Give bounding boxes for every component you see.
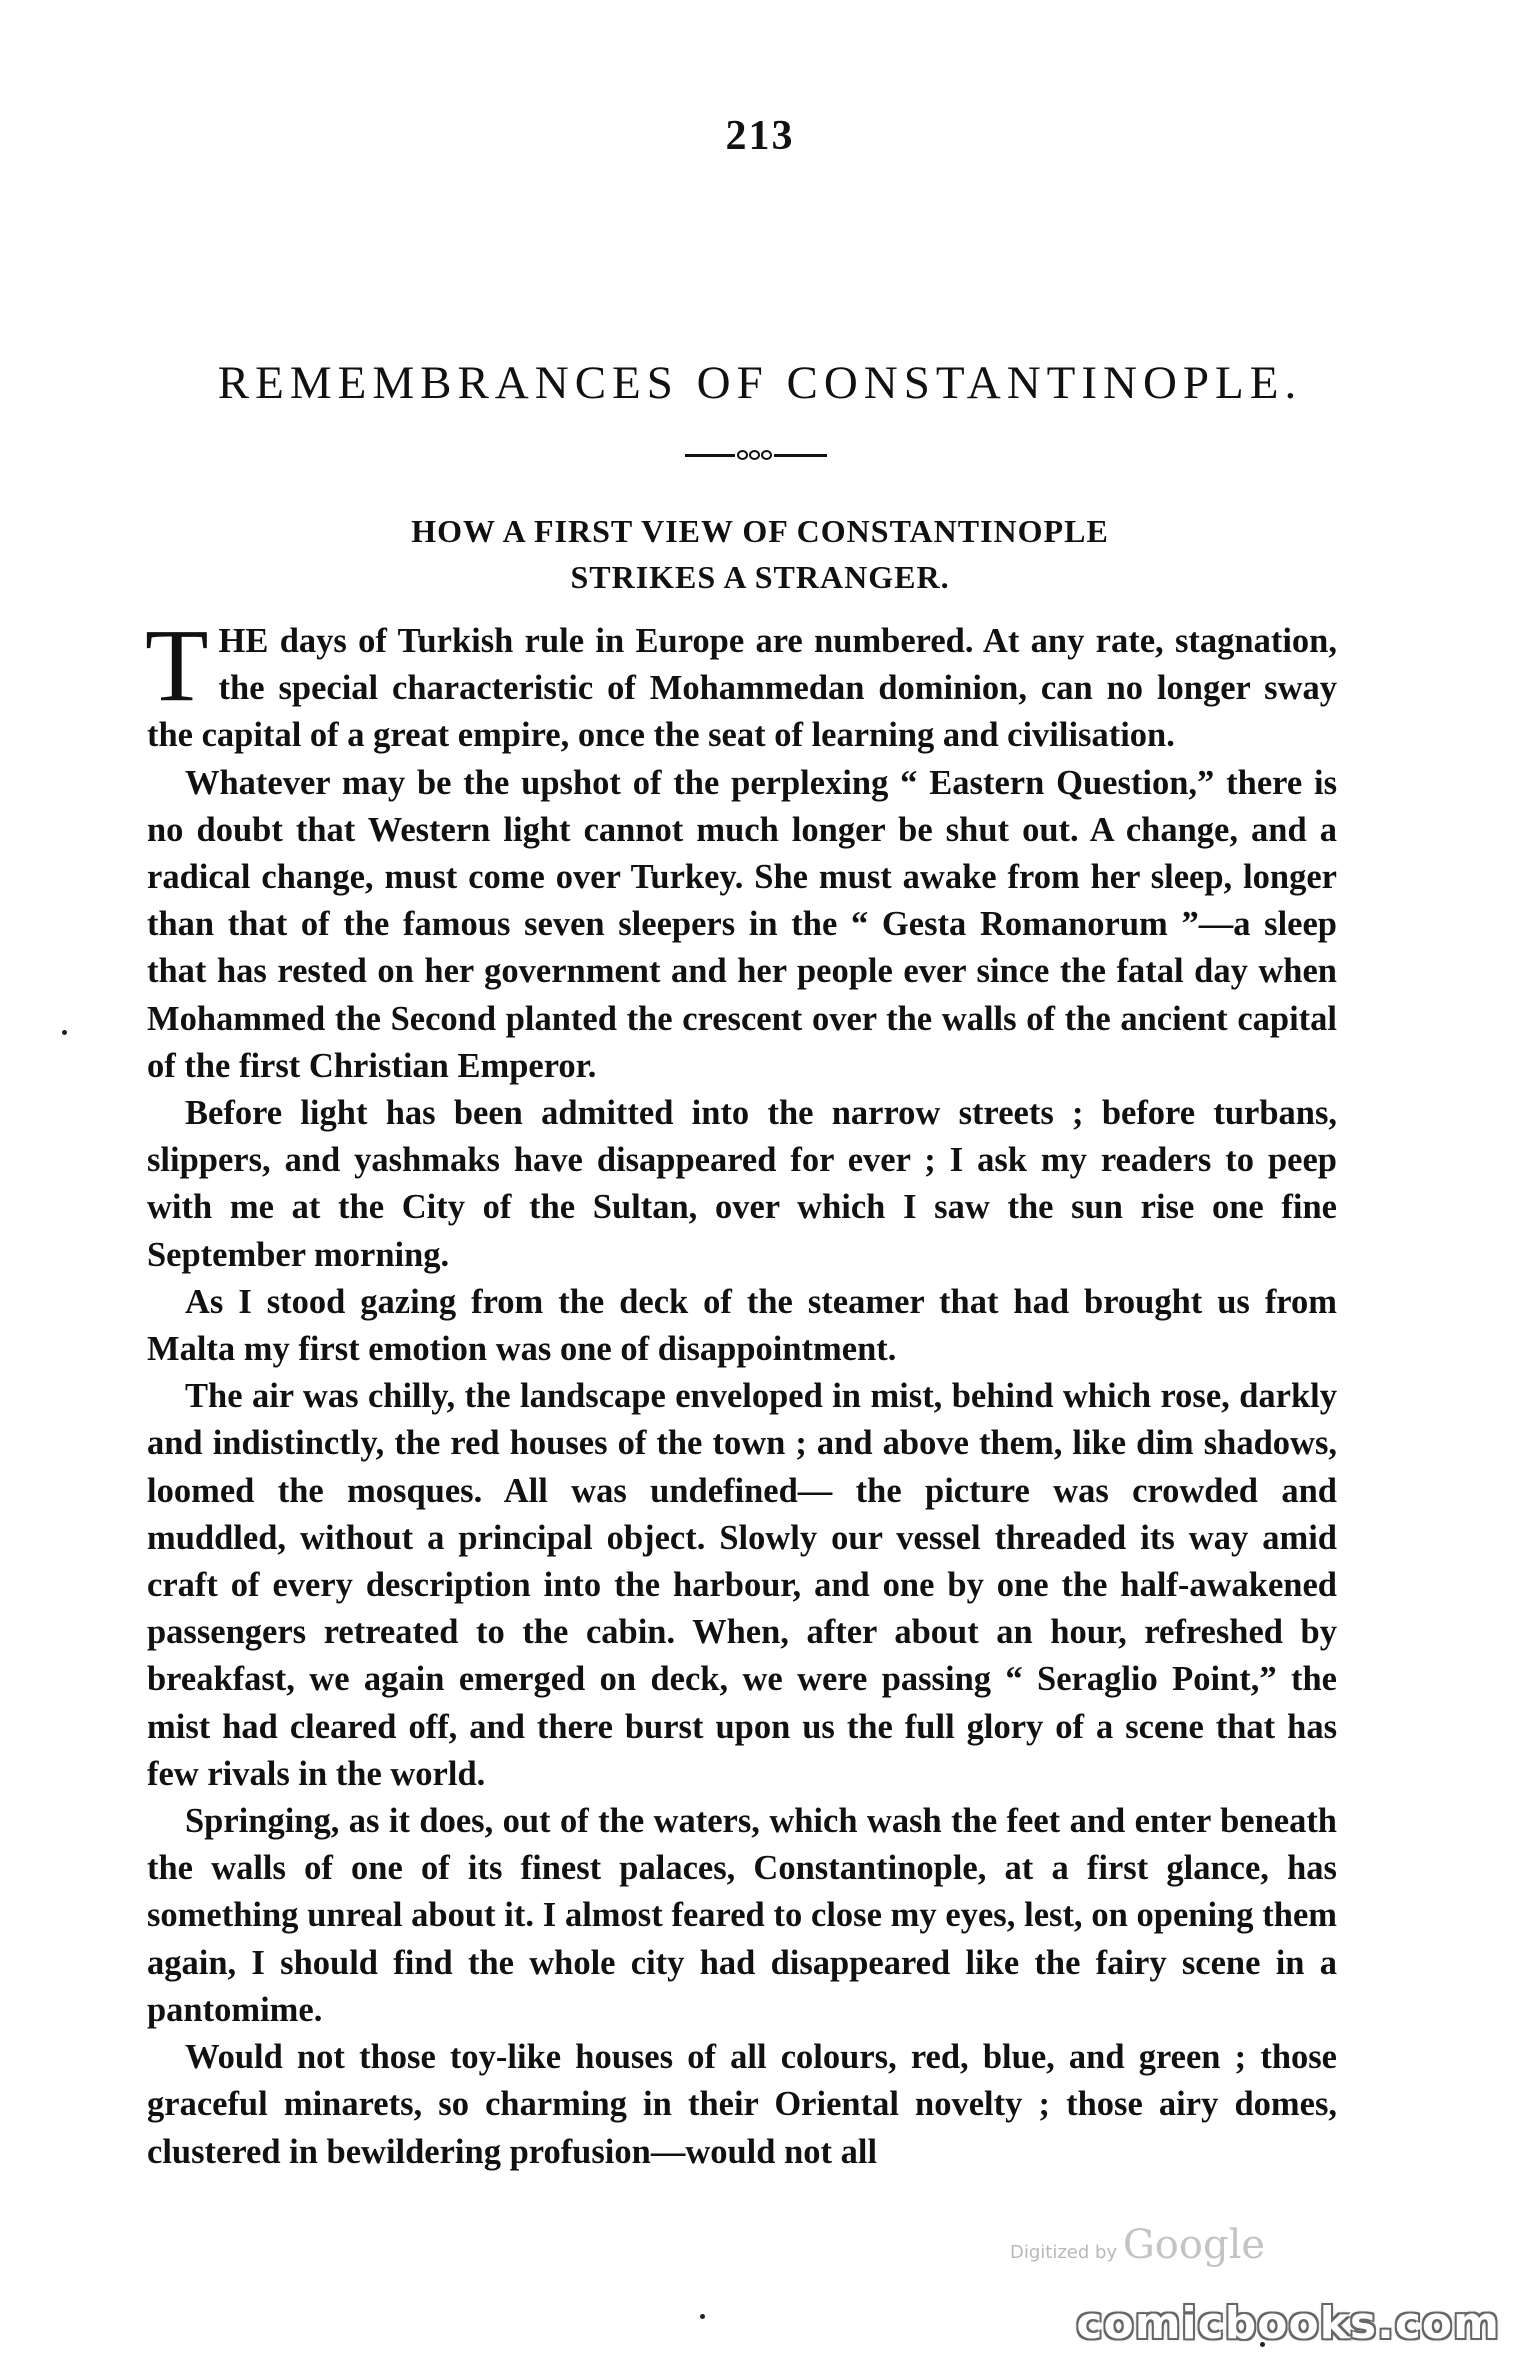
google-logo-text: Google	[1122, 2222, 1266, 2268]
chapter-title: REMEMBRANCES OF CONSTANTINOPLE.	[217, 357, 1303, 409]
page-number: 213	[725, 113, 795, 159]
watermark-logo: comicbooks.com	[1076, 2298, 1500, 2349]
stray-mark	[700, 2314, 705, 2319]
digitized-by-text: Digitized by	[1010, 2242, 1118, 2263]
digitized-by-overlay	[1010, 2222, 1265, 2268]
paragraph-5: The air was chilly, the landscape enveloped in mist, behind which rose, darkly and indistinctly, the red houses of the town ; and above them, like dim shadows, loomed the mosques. All was undefined— the picture was crowded and muddled, without a principal object. Slowly our vessel threaded its way amid craft of every description into the harbour, and one by one the half-awakened passengers retreated to the cabin. When, after about an hour, refreshed by breakfast, we again emerged on deck, we were passing “ Seraglio Point,” the mist had cleared off, and there burst upon us the full glory of a scene that has few rivals in the world.	[147, 1377, 1337, 1793]
paragraph-7: Would not those toy-like houses of all colours, red, blue, and green ; those graceful minarets, so charming in their Oriental novelty ; those airy domes, clustered in bewildering profusion—would not all	[147, 2038, 1337, 2171]
paragraph-1	[145, 608, 1337, 760]
drop-cap: T	[145, 608, 209, 723]
paragraph-4: As I stood gazing from the deck of the steamer that had brought us from Malta my first emotion was one of disappointment.	[147, 1282, 1337, 1369]
section-title-line-1: HOW A FIRST VIEW OF CONSTANTINOPLE	[411, 513, 1109, 549]
stray-mark	[62, 1030, 67, 1035]
paragraph-1-text: HE days of Turkish rule in Europe are numbered. At any rate, stagnation, the special characteristic of Mohammedan dominion, can no longer sway the capital of a great empire, once the seat of learning and civilisation.	[147, 622, 1337, 755]
paragraph-3: Before light has been admitted into the narrow streets ; before turbans, slippers, and yashmaks have disappeared for ever ; I ask my readers to peep with me at the City of the Sultan, over which I saw the sun rise one fine September morning.	[147, 1094, 1337, 1274]
section-title-line-2: STRIKES A STRANGER.	[570, 559, 950, 595]
paragraph-2: Whatever may be the upshot of the perplexing “ Eastern Question,” there is no doubt that Western light cannot much longer be shut out. A change, and a radical change, must come over Turkey. She must awake from her sleep, longer than that of the famous seven sleepers in the “ Gesta Romanorum ”—a sleep that has rested on her government and her people ever since the fatal day when Mohammed the Second planted the crescent over the walls of the ancient capital of the first Christian Emperor.	[147, 763, 1337, 1085]
section-title	[0, 508, 1520, 600]
body-text	[145, 608, 1337, 2176]
paragraph-6: Springing, as it does, out of the waters, which wash the feet and enter beneath the walls of one of its finest palaces, Constantinople, at a first glance, has something unreal about it. I almost feared to close my eyes, lest, on opening them again, I should find the whole city had disappeared like the fairy scene in a pantomime.	[147, 1802, 1337, 2029]
ornament-divider	[685, 448, 827, 462]
